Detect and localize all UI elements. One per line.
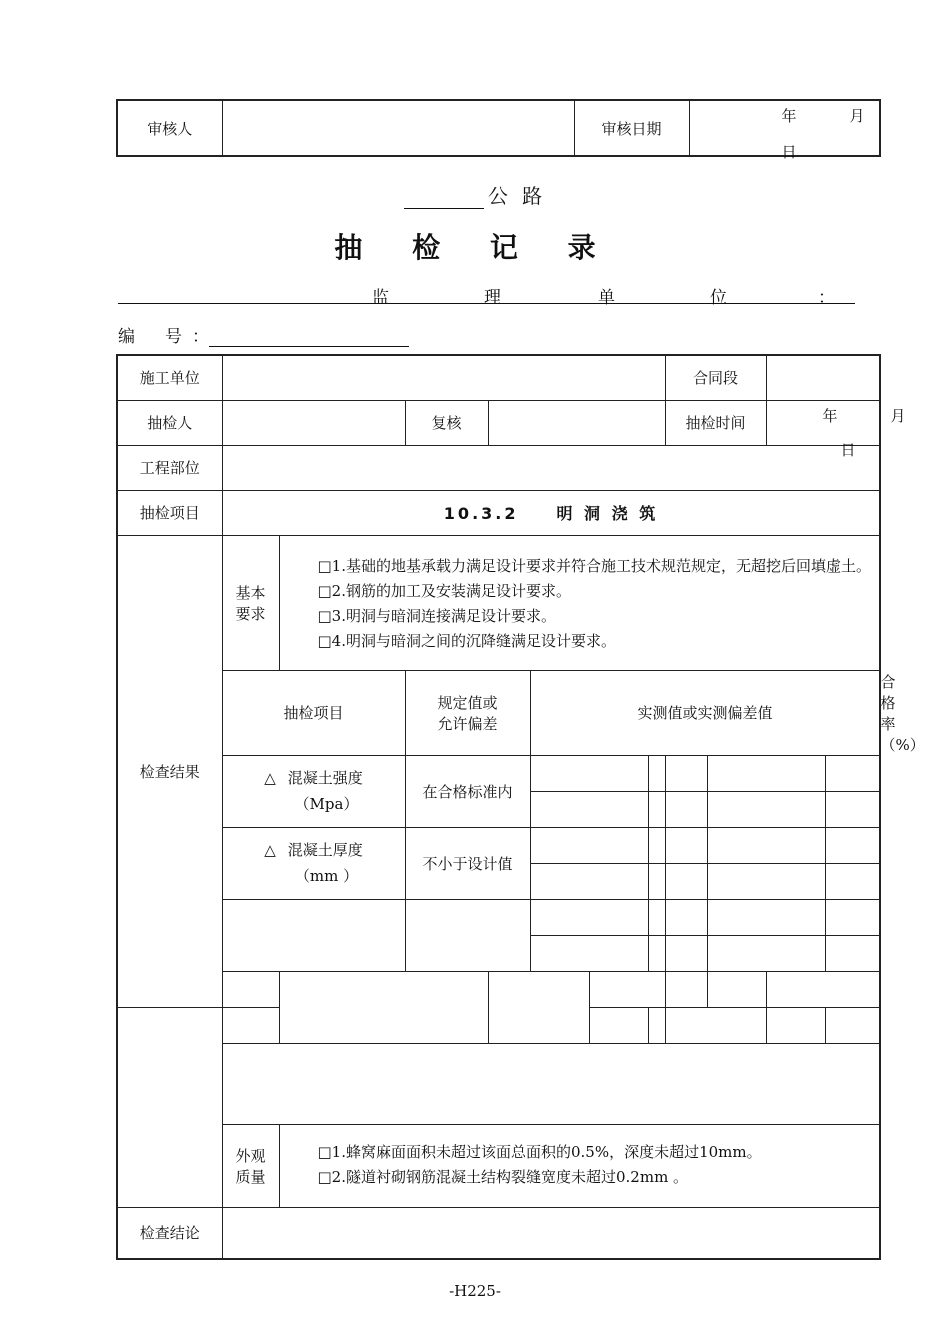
review-date-label: 审核日期: [574, 100, 689, 156]
measured-cell[interactable]: [530, 863, 648, 899]
basic-req-1: □1.基础的地基承载力满足设计要求并符合施工技术规范规定，无超挖后回填虚土。: [317, 556, 871, 575]
measured-cell[interactable]: [665, 791, 707, 827]
contract-section-label: 合同段: [665, 355, 766, 400]
conclusion-value[interactable]: [222, 1207, 880, 1259]
col-header-item: 抽检项目: [222, 670, 405, 755]
review-table: [116, 99, 881, 161]
row-spec: 不小于设计值: [405, 827, 530, 899]
construction-unit-value[interactable]: [222, 355, 665, 400]
measured-cell[interactable]: [707, 935, 825, 971]
review-day: 日: [781, 143, 797, 161]
recheck-label: 复核: [405, 400, 488, 445]
number-line: [118, 322, 409, 347]
empty-item-cell[interactable]: [222, 899, 405, 971]
construction-unit-label: 施工单位: [117, 355, 222, 400]
measured-cell[interactable]: [530, 755, 648, 791]
supervisor-blank[interactable]: [118, 283, 286, 304]
inspector-value[interactable]: [222, 400, 405, 445]
check-result-continuation: [117, 1007, 222, 1043]
measured-cell[interactable]: [766, 971, 880, 1007]
measured-cell[interactable]: [589, 971, 665, 1007]
measured-cell[interactable]: [825, 791, 880, 827]
empty-spec-cell[interactable]: [405, 899, 530, 971]
appearance-label-text: 外观质量: [235, 1146, 266, 1186]
key-item-marker: △: [264, 841, 276, 859]
inspection-year: 年: [822, 406, 838, 425]
check-result-continuation: [117, 1043, 222, 1124]
row-item-unit: （mm ）: [294, 867, 359, 885]
measured-cell[interactable]: [648, 899, 665, 935]
reviewer-value[interactable]: [222, 100, 574, 156]
measured-cell[interactable]: [707, 755, 825, 791]
measured-cell[interactable]: [648, 827, 665, 863]
check-result-continuation: [117, 1124, 222, 1207]
review-month: 月: [849, 107, 865, 125]
measured-cell[interactable]: [648, 935, 665, 971]
number-colon: ：: [192, 327, 209, 347]
measured-cell[interactable]: [665, 971, 707, 1007]
notes-cell[interactable]: [222, 1043, 880, 1124]
conclusion-label: 检查结论: [117, 1207, 222, 1259]
supervisor-line: [118, 283, 855, 308]
basic-req-3: □3.明洞与暗洞连接满足设计要求。: [317, 606, 556, 625]
reviewer-label: 审核人: [117, 100, 222, 156]
supervisor-char-4: 位: [710, 288, 727, 308]
project-part-label: 工程部位: [117, 445, 222, 490]
appearance-2: □2.隧道衬砌钢筋混凝土结构裂缝宽度未超过0.2mm 。: [317, 1167, 689, 1186]
inspection-time-label: 抽检时间: [665, 400, 766, 445]
check-result-continuation: [222, 971, 279, 1007]
empty-spec-cell[interactable]: [488, 971, 589, 1043]
col-header-spec-1: 规定值或: [437, 693, 498, 712]
col-header-spec-2: 允许偏差: [437, 714, 498, 733]
supervisor-char-3: 单: [598, 288, 615, 308]
measured-cell[interactable]: [665, 827, 707, 863]
measured-cell[interactable]: [665, 1007, 766, 1043]
supervisor-colon: ：: [818, 288, 835, 308]
basic-requirements: [279, 535, 880, 670]
row-spec: 在合格标准内: [405, 755, 530, 827]
contract-section-value[interactable]: [766, 355, 880, 400]
measured-cell[interactable]: [707, 863, 825, 899]
measured-cell[interactable]: [766, 1007, 825, 1043]
col-header-measured: 实测值或实测偏差值: [530, 670, 880, 755]
road-name-blank[interactable]: [404, 186, 484, 209]
table-row-item: [222, 827, 405, 899]
measured-cell[interactable]: [589, 1007, 648, 1043]
appearance-1: □1.蜂窝麻面面积未超过该面总面积的0.5%，深度未超过10mm。: [317, 1142, 762, 1161]
measured-cell[interactable]: [825, 899, 880, 935]
table-row-item: [222, 755, 405, 827]
check-result-label: 检查结果: [117, 535, 222, 1007]
review-year: 年: [781, 107, 797, 125]
measured-cell[interactable]: [648, 791, 665, 827]
inspection-month: 月: [890, 406, 906, 425]
appearance-label: [222, 1124, 279, 1207]
measured-cell[interactable]: [825, 755, 880, 791]
supervisor-char-2: 理: [484, 288, 501, 308]
road-title: [0, 180, 950, 209]
appearance-requirements: [279, 1124, 880, 1207]
measured-cell[interactable]: [707, 827, 825, 863]
measured-cell[interactable]: [530, 791, 648, 827]
number-blank[interactable]: [209, 328, 409, 347]
basic-req-2: □2.钢筋的加工及安装满足设计要求。: [317, 581, 571, 600]
measured-cell[interactable]: [530, 899, 648, 935]
page-number: -H225-: [449, 1282, 501, 1300]
measured-cell[interactable]: [707, 791, 825, 827]
measured-cell[interactable]: [648, 863, 665, 899]
basic-req-label-text: 基本要求: [235, 583, 266, 623]
measured-cell[interactable]: [825, 935, 880, 971]
number-label-2: 号: [165, 327, 182, 347]
measured-cell[interactable]: [530, 935, 648, 971]
row-item-name: 混凝土厚度: [287, 841, 363, 859]
measured-cell[interactable]: [222, 1007, 389, 1043]
inspection-form: 施工单位 合同段 抽检人 复核 抽检时间 年 月 日 工程部位 抽检项目 10.3.2 明 洞 浇 筑 检查结果 基本要求 □1.基础的地基承载力满足设计要求并符合施工技术规范规定，无超挖后回填虚土。 □2.钢筋的加工及安装满足设计要求。 □3.明洞与暗洞连接满足设计要求。 □4.明洞与暗洞之间的沉降缝满足设计要求。 抽检项目 规定值或 允许偏差 实测值或实测偏差值 合格率 （%） △ 混凝土强度 （Mpa） 在合格标准内 △ 混凝土厚度 （mm ） 不小于设计值 外观质量 □1.蜂窝麻面面积未超过该面总面积的0.5%，深度未超过10mm。 □2.隧道衬砌钢筋混凝土结构裂缝宽度未超过0.2mm 。 检查结论: [116, 354, 881, 1260]
basic-req-label: [222, 535, 279, 670]
recheck-value[interactable]: [488, 400, 665, 445]
measured-cell[interactable]: [665, 863, 707, 899]
inspection-item-label: 抽检项目: [117, 490, 222, 535]
row-item-unit: （Mpa）: [294, 795, 359, 813]
road-title-text: 公 路: [487, 184, 547, 208]
measured-cell[interactable]: [648, 1007, 665, 1043]
row-item-name: 混凝土强度: [287, 769, 363, 787]
measured-cell[interactable]: [665, 935, 707, 971]
measured-cell[interactable]: [648, 755, 665, 791]
inspection-day: 日: [840, 440, 856, 459]
project-part-value[interactable]: [222, 445, 880, 490]
number-label-1: 编: [118, 327, 135, 347]
measured-cell[interactable]: [665, 899, 707, 935]
measured-cell[interactable]: [707, 971, 766, 1007]
key-item-marker: △: [264, 769, 276, 787]
inspection-item-title: 10.3.2 明 洞 浇 筑: [222, 490, 880, 535]
measured-cell[interactable]: [825, 863, 880, 899]
measured-cell[interactable]: [825, 827, 880, 863]
col-header-spec: [405, 670, 530, 755]
measured-cell[interactable]: [665, 755, 707, 791]
measured-cell[interactable]: [707, 899, 825, 935]
inspection-time-value[interactable]: [766, 400, 906, 459]
supervisor-char-1: 监: [372, 288, 389, 308]
measured-cell[interactable]: [530, 827, 648, 863]
record-title: 抽 检 记 录: [334, 231, 616, 264]
basic-req-4: □4.明洞与暗洞之间的沉降缝满足设计要求。: [317, 631, 616, 650]
inspector-label: 抽检人: [117, 400, 222, 445]
review-date-value[interactable]: [689, 100, 880, 161]
